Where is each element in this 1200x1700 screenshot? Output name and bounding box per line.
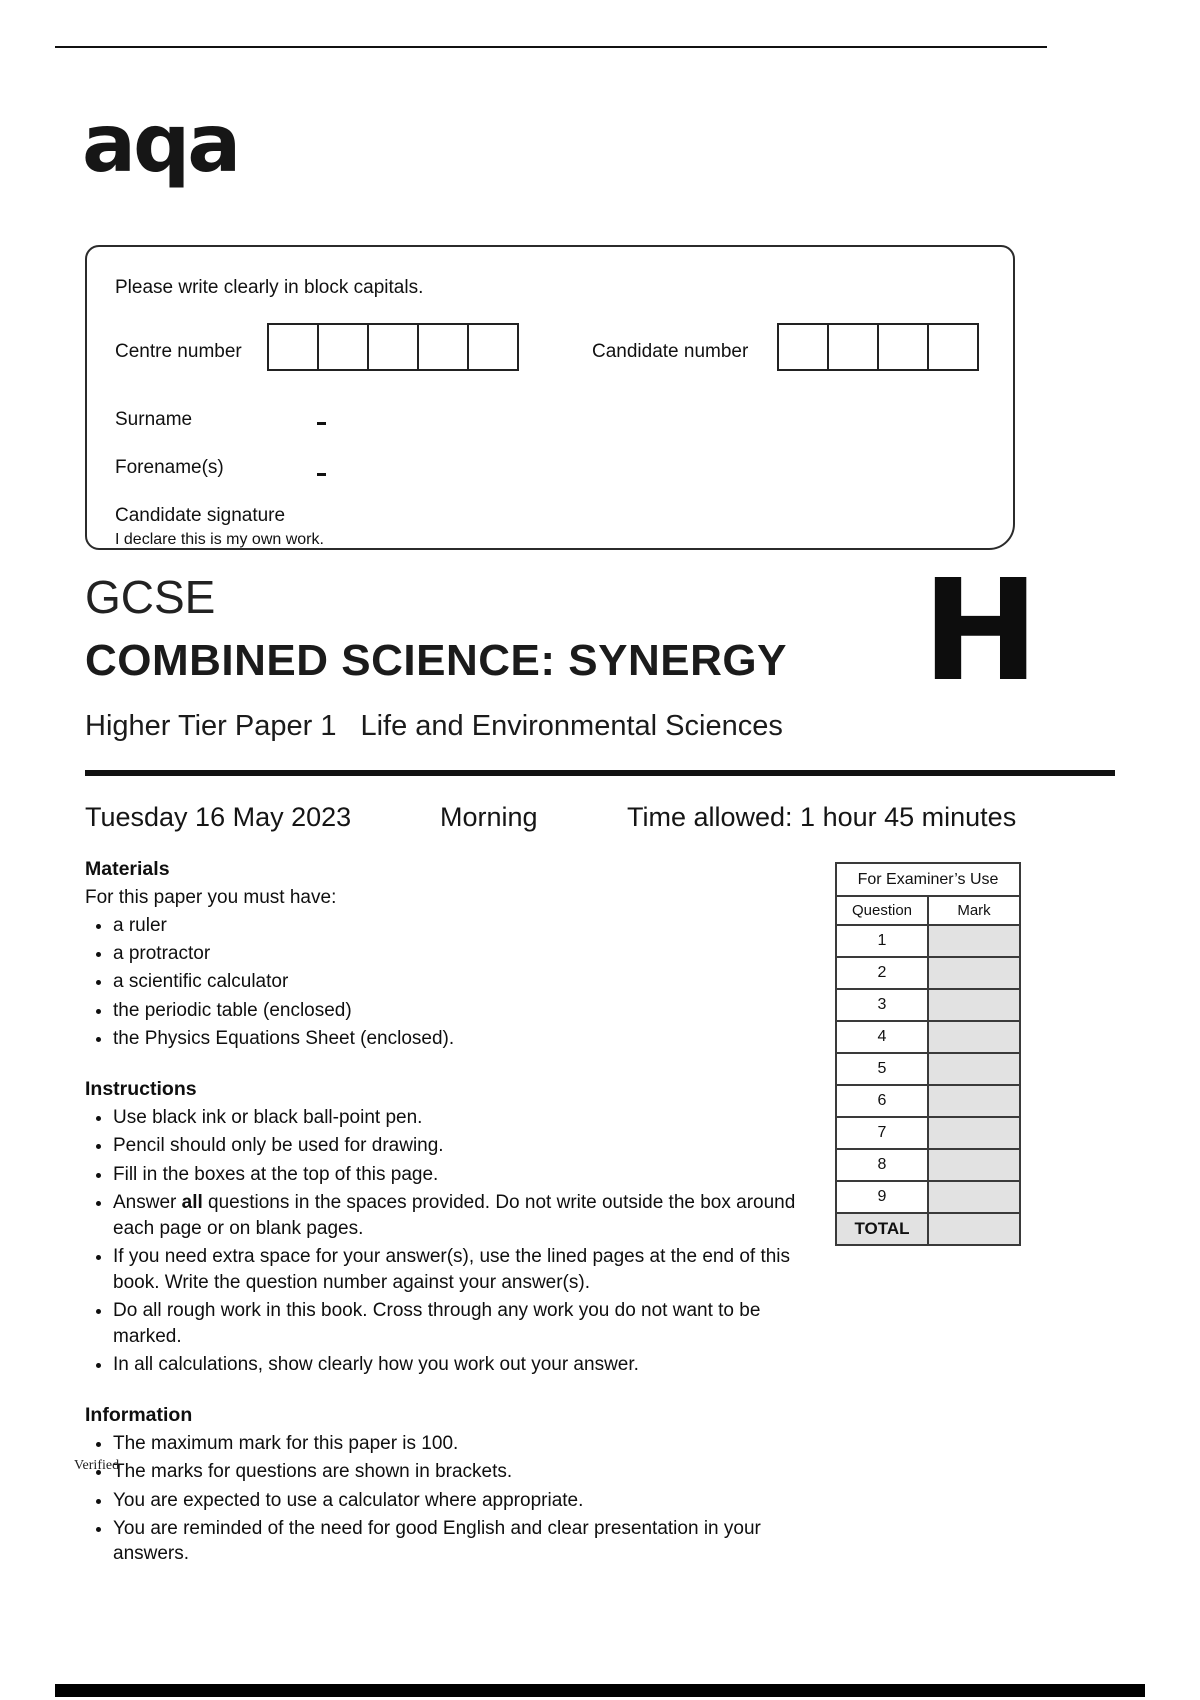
mark-cell [928, 1085, 1020, 1117]
list-item: • a protractor [113, 941, 827, 966]
examiner-table-title: For Examiner’s Use [836, 863, 1020, 896]
examiner-header-row [836, 896, 1020, 925]
question-number-cell: 1 [836, 925, 928, 957]
question-number-cell: 5 [836, 1053, 928, 1085]
aqa-logo: aqa [82, 97, 239, 190]
instructions-heading: Instructions [85, 1077, 197, 1100]
cover-instructions-column [85, 856, 827, 1570]
forenames-label: Forename(s) [115, 457, 224, 478]
top-rule [55, 46, 1047, 48]
title-divider-rule [85, 770, 1115, 776]
question-number-cell: 6 [836, 1085, 928, 1117]
mark-cell [928, 1117, 1020, 1149]
examiner-question-row [836, 1053, 1020, 1085]
list-item: • The marks for questions are shown in brackets. [113, 1459, 827, 1484]
materials-heading: Materials [85, 858, 170, 880]
materials-section [85, 856, 827, 1052]
examiner-question-row [836, 1085, 1020, 1117]
examiner-question-row [836, 1181, 1020, 1213]
candidate-number-boxes [777, 323, 979, 371]
list-item: • Pencil should only be used for drawing. [113, 1133, 827, 1158]
candidate-details-box [85, 245, 1015, 550]
examiner-question-row [836, 989, 1020, 1021]
surname-field-line[interactable] [317, 422, 326, 425]
exam-session: Morning [440, 802, 538, 832]
list-item: • a scientific calculator [113, 969, 827, 994]
centre-number-boxes [267, 323, 519, 371]
candidate-number-label: Candidate number [592, 341, 749, 362]
mark-cell [928, 1149, 1020, 1181]
time-allowed: Time allowed: 1 hour 45 minutes [627, 802, 1017, 832]
mark-cell [928, 1181, 1020, 1213]
information-heading: Information [85, 1403, 193, 1426]
verified-stamp: Verified [74, 1458, 120, 1473]
block-capitals-instruction: Please write clearly in block capitals. [115, 277, 424, 298]
examiner-title-row [836, 863, 1020, 896]
information-list [85, 1431, 827, 1567]
examiner-question-row [836, 1149, 1020, 1181]
mark-cell [928, 957, 1020, 989]
bottom-black-bar [55, 1684, 1145, 1697]
list-item: • You are expected to use a calculator where appropriate. [113, 1488, 827, 1513]
list-item: • Use black ink or black ball-point pen. [113, 1105, 827, 1130]
examiner-question-row [836, 1117, 1020, 1149]
mark-cell [928, 1213, 1020, 1245]
exam-date-line [85, 802, 1125, 842]
list-item: • the periodic table (enclosed) [113, 998, 827, 1023]
examiner-question-row [836, 957, 1020, 989]
surname-label: Surname [115, 409, 193, 430]
digit-box[interactable] [367, 323, 419, 371]
list-item: • Do all rough work in this book. Cross through any work you do not want to be marked. [113, 1298, 827, 1349]
question-number-cell: 9 [836, 1181, 928, 1213]
paper-name-text: Life and Environmental Sciences [360, 710, 783, 742]
examiner-total-row [836, 1213, 1020, 1245]
list-item: • a ruler [113, 913, 827, 938]
digit-box[interactable] [267, 323, 319, 371]
declaration-text: I declare this is my own work. [115, 531, 324, 548]
digit-box[interactable] [877, 323, 929, 371]
digit-box[interactable] [927, 323, 979, 371]
materials-list [85, 913, 827, 1052]
question-number-cell: 4 [836, 1021, 928, 1053]
examiner-question-row [836, 925, 1020, 957]
subject-title: COMBINED SCIENCE: SYNERGY [85, 636, 787, 685]
digit-box[interactable] [827, 323, 879, 371]
information-section [85, 1402, 827, 1567]
list-item: • The maximum mark for this paper is 100. [113, 1431, 827, 1456]
mark-cell [928, 925, 1020, 957]
mark-cell [928, 1021, 1020, 1053]
list-item: • Fill in the boxes at the top of this page. [113, 1162, 827, 1187]
exam-date: Tuesday 16 May 2023 [85, 802, 352, 832]
list-item: • the Physics Equations Sheet (enclosed). [113, 1026, 827, 1051]
materials-intro: For this paper you must have: [85, 887, 337, 909]
mark-column-header: Mark [928, 896, 1020, 925]
question-number-cell: 8 [836, 1149, 928, 1181]
question-column-header: Question [836, 896, 928, 925]
digit-box[interactable] [467, 323, 519, 371]
forenames-field-line[interactable] [317, 473, 326, 476]
examiner-question-row [836, 1021, 1020, 1053]
list-item: • Answer all questions in the spaces provided. Do not write outside the box around each page or on blank pages. [113, 1190, 827, 1241]
digit-box[interactable] [417, 323, 469, 371]
candidate-signature-label: Candidate signature [115, 505, 286, 526]
mark-cell [928, 989, 1020, 1021]
tier-paper-text: Higher Tier Paper 1 [85, 710, 337, 742]
list-item: • You are reminded of the need for good English and clear presentation in your answers. [113, 1516, 827, 1567]
instructions-list [85, 1105, 827, 1378]
centre-number-label: Centre number [115, 341, 242, 362]
list-item: • In all calculations, show clearly how you work out your answer. [113, 1352, 827, 1377]
paper-subtitle [85, 710, 783, 743]
examiner-use-table [835, 862, 1021, 1246]
question-number-cell: 7 [836, 1117, 928, 1149]
qualification-title: GCSE [85, 571, 216, 623]
list-item: • If you need extra space for your answer(s), use the lined pages at the end of this book. Write the question number against your answer(s). [113, 1244, 827, 1295]
instructions-section [85, 1076, 827, 1378]
total-label-cell: TOTAL [836, 1213, 928, 1245]
mark-cell [928, 1053, 1020, 1085]
question-number-cell: 2 [836, 957, 928, 989]
digit-box[interactable] [317, 323, 369, 371]
digit-box[interactable] [777, 323, 829, 371]
question-number-cell: 3 [836, 989, 928, 1021]
higher-tier-letter: H [922, 550, 1040, 713]
